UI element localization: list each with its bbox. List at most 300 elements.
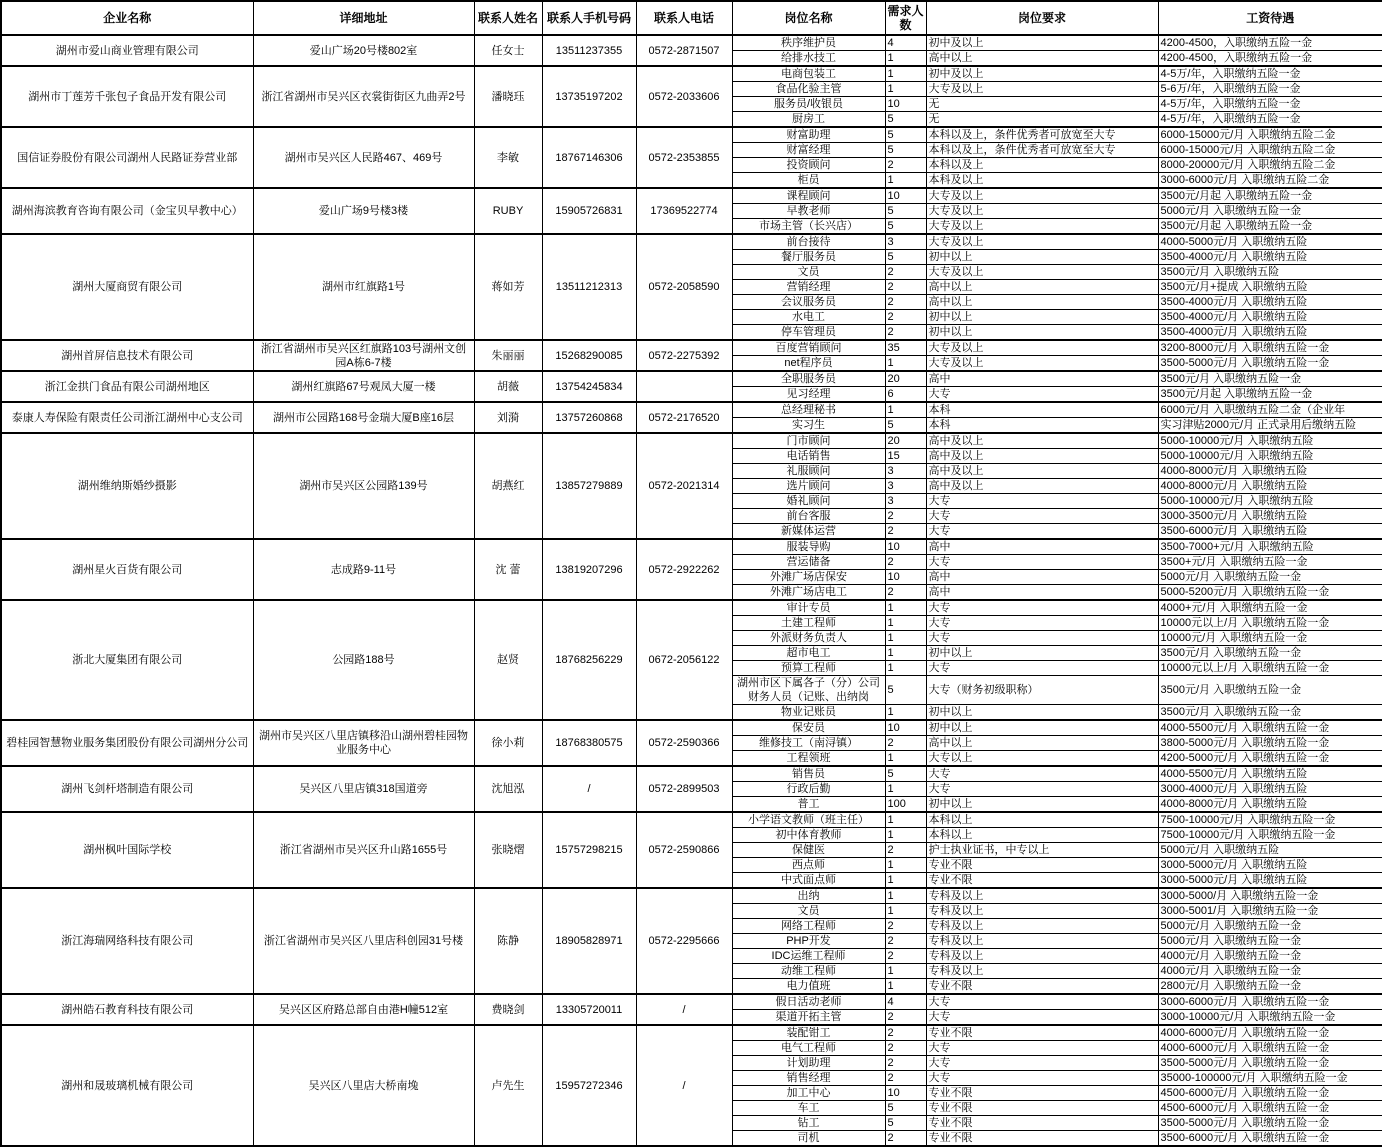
company-name-cell: 湖州大厦商贸有限公司 xyxy=(1,234,253,340)
job-requirement-cell: 初中以上 xyxy=(926,325,1158,341)
job-title-cell: 装配钳工 xyxy=(732,1025,885,1041)
job-salary-cell: 5000元/月 入职缴纳五险一金 xyxy=(1158,919,1382,934)
contact-mobile-cell: 18768380575 xyxy=(542,720,636,766)
job-title-cell: 动维工程师 xyxy=(732,964,885,979)
job-salary-cell: 4000-5000元/月 入职缴纳五险 xyxy=(1158,234,1382,250)
job-count-cell: 1 xyxy=(885,888,926,904)
job-title-cell: 实习生 xyxy=(732,418,885,434)
job-salary-cell: 3500-6000元/月 入职缴纳五险一金 xyxy=(1158,1131,1382,1147)
job-salary-cell: 4000元/月 入职缴纳五险一金 xyxy=(1158,964,1382,979)
job-row xyxy=(1,127,1382,143)
job-salary-cell: 4000+元/月 入职缴纳五险一金 xyxy=(1158,600,1382,616)
company-address-cell: 爱山广场20号楼802室 xyxy=(253,35,474,66)
job-salary-cell: 5000-10000元/月 入职缴纳五险 xyxy=(1158,449,1382,464)
job-salary-cell: 5000-10000元/月 入职缴纳五险 xyxy=(1158,494,1382,509)
company-name-cell: 湖州皓石教育科技有限公司 xyxy=(1,994,253,1025)
company-name-cell: 浙江海瑞网络科技有限公司 xyxy=(1,888,253,994)
job-count-cell: 10 xyxy=(885,720,926,736)
job-count-cell: 3 xyxy=(885,494,926,509)
contact-phone-cell: 0572-2176520 xyxy=(636,402,732,433)
job-salary-cell: 4000-8000元/月 入职缴纳五险 xyxy=(1158,464,1382,479)
job-salary-cell: 3500元/月起 入职缴纳五险一金 xyxy=(1158,219,1382,235)
job-title-cell: 婚礼顾问 xyxy=(732,494,885,509)
job-requirement-cell: 大专 xyxy=(926,616,1158,631)
job-count-cell: 1 xyxy=(885,661,926,676)
job-requirement-cell: 大专 xyxy=(926,766,1158,782)
job-requirement-cell: 大专及以上 xyxy=(926,265,1158,280)
job-salary-cell: 3500-4000元/月 入职缴纳五险 xyxy=(1158,295,1382,310)
column-header-phone: 联系人电话 xyxy=(636,1,732,35)
contact-mobile-cell: 18905828971 xyxy=(542,888,636,994)
contact-name-cell: 费晓剑 xyxy=(474,994,542,1025)
job-count-cell: 10 xyxy=(885,97,926,112)
contact-mobile-cell: 13757260868 xyxy=(542,402,636,433)
job-requirement-cell: 初中以上 xyxy=(926,705,1158,721)
company-name-cell: 湖州枫叶国际学校 xyxy=(1,812,253,888)
contact-name-cell: 陈静 xyxy=(474,888,542,994)
contact-phone-cell: 0572-2590366 xyxy=(636,720,732,766)
job-salary-cell: 3500元/月 入职缴纳五险一金 xyxy=(1158,705,1382,721)
job-count-cell: 5 xyxy=(885,766,926,782)
job-salary-cell: 5000-5200元/月 入职缴纳五险一金 xyxy=(1158,585,1382,601)
job-title-cell: 电话销售 xyxy=(732,449,885,464)
job-row xyxy=(1,720,1382,736)
job-title-cell: net程序员 xyxy=(732,356,885,372)
job-salary-cell: 3500-4000元/月 入职缴纳五险 xyxy=(1158,325,1382,341)
contact-mobile-cell: 15757298215 xyxy=(542,812,636,888)
contact-name-cell: 胡燕红 xyxy=(474,433,542,539)
job-title-cell: 服务员/收银员 xyxy=(732,97,885,112)
job-count-cell: 4 xyxy=(885,35,926,51)
job-row xyxy=(1,35,1382,51)
job-title-cell: 水电工 xyxy=(732,310,885,325)
company-address-cell: 湖州市吴兴区人民路467、469号 xyxy=(253,127,474,188)
job-title-cell: 电商包装工 xyxy=(732,66,885,82)
contact-mobile-cell: 13735197202 xyxy=(542,66,636,127)
job-requirement-cell: 高中以上 xyxy=(926,51,1158,67)
job-salary-cell: 6000-15000元/月 入职缴纳五险二金 xyxy=(1158,127,1382,143)
job-salary-cell: 3000-5001/月 入职缴纳五险一金 xyxy=(1158,904,1382,919)
job-title-cell: 课程顾问 xyxy=(732,188,885,204)
job-requirement-cell: 大专 xyxy=(926,661,1158,676)
job-requirement-cell: 专业不限 xyxy=(926,1116,1158,1131)
column-header-count: 需求人数 xyxy=(885,1,926,35)
job-title-cell: 初中体育教师 xyxy=(732,828,885,843)
job-count-cell: 1 xyxy=(885,828,926,843)
job-requirement-cell: 大专及以上 xyxy=(926,356,1158,372)
contact-mobile-cell: 15268290085 xyxy=(542,340,636,371)
job-count-cell: 1 xyxy=(885,751,926,767)
job-requirement-cell: 高中 xyxy=(926,585,1158,601)
job-salary-cell: 4000-5500元/月 入职缴纳五险一金 xyxy=(1158,720,1382,736)
job-row xyxy=(1,340,1382,356)
job-title-cell: 餐厅服务员 xyxy=(732,250,885,265)
job-title-cell: 见习经理 xyxy=(732,387,885,403)
job-count-cell: 1 xyxy=(885,66,926,82)
job-title-cell: 外滩广场店电工 xyxy=(732,585,885,601)
job-count-cell: 2 xyxy=(885,843,926,858)
job-count-cell: 1 xyxy=(885,979,926,995)
contact-phone-cell: 0672-2056122 xyxy=(636,600,732,720)
job-requirement-cell: 专业不限 xyxy=(926,858,1158,873)
contact-mobile-cell: 13754245834 xyxy=(542,371,636,402)
job-salary-cell: 8000-20000元/月 入职缴纳五险二金 xyxy=(1158,158,1382,173)
company-name-cell: 湖州维纳斯婚纱摄影 xyxy=(1,433,253,539)
job-title-cell: 全职服务员 xyxy=(732,371,885,387)
job-title-cell: 网络工程师 xyxy=(732,919,885,934)
job-salary-cell: 35000-100000元/月 入职缴纳五险一金 xyxy=(1158,1071,1382,1086)
job-count-cell: 2 xyxy=(885,1056,926,1071)
column-header-job: 岗位名称 xyxy=(732,1,885,35)
job-salary-cell: 4500-6000元/月 入职缴纳五险一金 xyxy=(1158,1086,1382,1101)
job-requirement-cell: 大专 xyxy=(926,524,1158,540)
job-requirement-cell: 高中以上 xyxy=(926,295,1158,310)
job-salary-cell: 3500元/月 入职缴纳五险一金 xyxy=(1158,371,1382,387)
job-requirement-cell: 初中及以上 xyxy=(926,66,1158,82)
job-count-cell: 1 xyxy=(885,356,926,372)
job-requirement-cell: 本科及以上 xyxy=(926,173,1158,189)
contact-phone-cell xyxy=(636,371,732,402)
job-requirement-cell: 高中以上 xyxy=(926,736,1158,751)
job-title-cell: 厨房工 xyxy=(732,112,885,128)
job-count-cell: 1 xyxy=(885,173,926,189)
job-salary-cell: 4000-8000元/月 入职缴纳五险 xyxy=(1158,479,1382,494)
job-title-cell: 投资顾问 xyxy=(732,158,885,173)
job-requirement-cell: 高中 xyxy=(926,539,1158,555)
job-title-cell: 超市电工 xyxy=(732,646,885,661)
company-address-cell: 湖州市吴兴区公园路139号 xyxy=(253,433,474,539)
job-salary-cell: 4000-6000元/月 入职缴纳五险一金 xyxy=(1158,1025,1382,1041)
company-name-cell: 湖州首屏信息技术有限公司 xyxy=(1,340,253,371)
job-title-cell: 柜员 xyxy=(732,173,885,189)
job-requirement-cell: 大专 xyxy=(926,1041,1158,1056)
job-title-cell: 保健医 xyxy=(732,843,885,858)
job-count-cell: 2 xyxy=(885,934,926,949)
contact-phone-cell: 0572-2275392 xyxy=(636,340,732,371)
job-title-cell: 文员 xyxy=(732,265,885,280)
job-title-cell: 电气工程师 xyxy=(732,1041,885,1056)
company-name-cell: 泰康人寿保险有限责任公司浙江湖州中心支公司 xyxy=(1,402,253,433)
job-count-cell: 2 xyxy=(885,1041,926,1056)
job-count-cell: 100 xyxy=(885,797,926,813)
job-count-cell: 5 xyxy=(885,676,926,705)
job-requirement-cell: 专科及以上 xyxy=(926,964,1158,979)
job-requirement-cell: 本科以及上，条件优秀者可放宽至大专 xyxy=(926,143,1158,158)
job-title-cell: 假日活动老师 xyxy=(732,994,885,1010)
job-count-cell: 2 xyxy=(885,949,926,964)
job-salary-cell: 3000-3500元/月 入职缴纳五险 xyxy=(1158,509,1382,524)
table-header xyxy=(1,1,1382,35)
company-address-cell: 浙江省湖州市吴兴区红旗路103号湖州文创园A栋6-7楼 xyxy=(253,340,474,371)
job-row xyxy=(1,812,1382,828)
job-requirement-cell: 大专 xyxy=(926,631,1158,646)
company-address-cell: 公园路188号 xyxy=(253,600,474,720)
job-salary-cell: 4500-6000元/月 入职缴纳五险一金 xyxy=(1158,1101,1382,1116)
job-count-cell: 15 xyxy=(885,449,926,464)
job-title-cell: 外滩广场店保安 xyxy=(732,570,885,585)
contact-phone-cell: 0572-2295666 xyxy=(636,888,732,994)
job-salary-cell: 6000-15000元/月 入职缴纳五险二金 xyxy=(1158,143,1382,158)
company-name-cell: 湖州市爱山商业管理有限公司 xyxy=(1,35,253,66)
job-title-cell: 会议服务员 xyxy=(732,295,885,310)
contact-phone-cell: 0572-2353855 xyxy=(636,127,732,188)
job-salary-cell: 实习津贴2000元/月 正式录用后缴纳五险 xyxy=(1158,418,1382,434)
job-salary-cell: 4-5万/年，入职缴纳五险一金 xyxy=(1158,97,1382,112)
job-requirement-cell: 初中以上 xyxy=(926,720,1158,736)
company-name-cell: 国信证券股份有限公司湖州人民路证券营业部 xyxy=(1,127,253,188)
job-row xyxy=(1,600,1382,616)
job-title-cell: 电力值班 xyxy=(732,979,885,995)
job-requirement-cell: 专科及以上 xyxy=(926,904,1158,919)
job-salary-cell: 2800元/月 入职缴纳五险一金 xyxy=(1158,979,1382,995)
job-title-cell: 行政后勤 xyxy=(732,782,885,797)
job-count-cell: 2 xyxy=(885,325,926,341)
job-requirement-cell: 大专 xyxy=(926,509,1158,524)
job-requirement-cell: 无 xyxy=(926,97,1158,112)
job-requirement-cell: 大专及以上 xyxy=(926,219,1158,235)
job-requirement-cell: 本科 xyxy=(926,418,1158,434)
job-salary-cell: 3500-5000元/月 入职缴纳五险一金 xyxy=(1158,1056,1382,1071)
contact-mobile-cell: 13857279889 xyxy=(542,433,636,539)
job-count-cell: 5 xyxy=(885,219,926,235)
job-requirement-cell: 大专 xyxy=(926,600,1158,616)
job-row xyxy=(1,188,1382,204)
contact-mobile-cell: 13511212313 xyxy=(542,234,636,340)
job-requirement-cell: 大专 xyxy=(926,387,1158,403)
job-count-cell: 2 xyxy=(885,555,926,570)
job-requirement-cell: 专业不限 xyxy=(926,1025,1158,1041)
job-title-cell: 早教老师 xyxy=(732,204,885,219)
company-name-cell: 浙江金拱门食品有限公司湖州地区 xyxy=(1,371,253,402)
job-row xyxy=(1,402,1382,418)
job-count-cell: 2 xyxy=(885,158,926,173)
job-count-cell: 2 xyxy=(885,1025,926,1041)
job-requirement-cell: 大专及以上 xyxy=(926,340,1158,356)
job-count-cell: 1 xyxy=(885,858,926,873)
job-count-cell: 1 xyxy=(885,705,926,721)
job-salary-cell: 3500-6000元/月 入职缴纳五险 xyxy=(1158,524,1382,540)
job-requirement-cell: 高中及以上 xyxy=(926,433,1158,449)
company-name-cell: 湖州海滨教育咨询有限公司（金宝贝早教中心） xyxy=(1,188,253,234)
job-row xyxy=(1,539,1382,555)
job-salary-cell: 3000-6000元/月 入职缴纳五险一金 xyxy=(1158,994,1382,1010)
job-title-cell: 维修技工（南浔镇） xyxy=(732,736,885,751)
job-count-cell: 3 xyxy=(885,464,926,479)
job-requirement-cell: 大专（财务初级职称） xyxy=(926,676,1158,705)
job-count-cell: 2 xyxy=(885,280,926,295)
job-title-cell: 小学语文教师（班主任） xyxy=(732,812,885,828)
job-title-cell: 营运储备 xyxy=(732,555,885,570)
job-count-cell: 2 xyxy=(885,524,926,540)
job-title-cell: 市场主管（长兴店） xyxy=(732,219,885,235)
job-count-cell: 10 xyxy=(885,1086,926,1101)
job-count-cell: 2 xyxy=(885,919,926,934)
table-body xyxy=(1,35,1382,1146)
job-count-cell: 35 xyxy=(885,340,926,356)
column-header-requirement: 岗位要求 xyxy=(926,1,1158,35)
job-requirement-cell: 大专 xyxy=(926,782,1158,797)
job-count-cell: 5 xyxy=(885,250,926,265)
job-salary-cell: 4-5万/年，入职缴纳五险一金 xyxy=(1158,112,1382,128)
job-title-cell: 总经理秘书 xyxy=(732,402,885,418)
company-address-cell: 志成路9-11号 xyxy=(253,539,474,600)
job-salary-cell: 4000-8000元/月 入职缴纳五险 xyxy=(1158,797,1382,813)
job-requirement-cell: 高中 xyxy=(926,570,1158,585)
job-requirement-cell: 高中以上 xyxy=(926,280,1158,295)
contact-name-cell: 蒋如芳 xyxy=(474,234,542,340)
job-title-cell: 服装导购 xyxy=(732,539,885,555)
job-title-cell: 预算工程师 xyxy=(732,661,885,676)
job-salary-cell: 3000-10000元/月 入职缴纳五险一金 xyxy=(1158,1010,1382,1026)
job-salary-cell: 3500-5000元/月 入职缴纳五险一金 xyxy=(1158,1116,1382,1131)
column-header-mobile: 联系人手机号码 xyxy=(542,1,636,35)
contact-name-cell: 任女士 xyxy=(474,35,542,66)
contact-phone-cell: 0572-2021314 xyxy=(636,433,732,539)
job-salary-cell: 10000元以上/月 入职缴纳五险一金 xyxy=(1158,616,1382,631)
job-requirement-cell: 大专 xyxy=(926,494,1158,509)
company-address-cell: 吴兴区八里店大桥南堍 xyxy=(253,1025,474,1146)
job-title-cell: 出纳 xyxy=(732,888,885,904)
contact-name-cell: 张晓熠 xyxy=(474,812,542,888)
job-salary-cell: 10000元/月 入职缴纳五险一金 xyxy=(1158,631,1382,646)
job-count-cell: 10 xyxy=(885,570,926,585)
contact-phone-cell: 0572-2922262 xyxy=(636,539,732,600)
job-title-cell: 财富助理 xyxy=(732,127,885,143)
job-requirement-cell: 大专 xyxy=(926,1071,1158,1086)
job-count-cell: 5 xyxy=(885,127,926,143)
job-salary-cell: 3500-4000元/月 入职缴纳五险 xyxy=(1158,310,1382,325)
job-salary-cell: 5000元/月 入职缴纳五险一金 xyxy=(1158,570,1382,585)
job-count-cell: 2 xyxy=(885,736,926,751)
header-row xyxy=(1,1,1382,35)
contact-name-cell: 沈旭泓 xyxy=(474,766,542,812)
job-count-cell: 10 xyxy=(885,188,926,204)
job-requirement-cell: 初中以上 xyxy=(926,250,1158,265)
job-title-cell: 销售经理 xyxy=(732,1071,885,1086)
job-count-cell: 2 xyxy=(885,509,926,524)
job-salary-cell: 3500-4000元/月 入职缴纳五险 xyxy=(1158,250,1382,265)
contact-name-cell: 徐小莉 xyxy=(474,720,542,766)
job-requirement-cell: 高中及以上 xyxy=(926,464,1158,479)
job-title-cell: 营销经理 xyxy=(732,280,885,295)
job-count-cell: 3 xyxy=(885,234,926,250)
contact-name-cell: 胡薇 xyxy=(474,371,542,402)
job-title-cell: 土建工程师 xyxy=(732,616,885,631)
contact-phone-cell: 0572-2590866 xyxy=(636,812,732,888)
job-requirement-cell: 大专及以上 xyxy=(926,234,1158,250)
job-title-cell: 计划助理 xyxy=(732,1056,885,1071)
job-row xyxy=(1,1025,1382,1041)
job-count-cell: 2 xyxy=(885,295,926,310)
job-salary-cell: 10000元以上/月 入职缴纳五险一金 xyxy=(1158,661,1382,676)
job-title-cell: 钻工 xyxy=(732,1116,885,1131)
job-title-cell: 财富经理 xyxy=(732,143,885,158)
job-requirement-cell: 大专 xyxy=(926,1010,1158,1026)
contact-name-cell: RUBY xyxy=(474,188,542,234)
job-count-cell: 2 xyxy=(885,310,926,325)
contact-name-cell: 李敏 xyxy=(474,127,542,188)
job-salary-cell: 5000元/月 入职缴纳五险一金 xyxy=(1158,934,1382,949)
job-requirement-cell: 高中及以上 xyxy=(926,479,1158,494)
job-count-cell: 1 xyxy=(885,782,926,797)
job-salary-cell: 3000-6000元/月 入职缴纳五险二金 xyxy=(1158,173,1382,189)
job-title-cell: PHP开发 xyxy=(732,934,885,949)
job-requirement-cell: 大专及以上 xyxy=(926,82,1158,97)
contact-phone-cell: / xyxy=(636,994,732,1025)
job-count-cell: 2 xyxy=(885,1131,926,1147)
column-header-company: 企业名称 xyxy=(1,1,253,35)
job-row xyxy=(1,371,1382,387)
job-row xyxy=(1,766,1382,782)
job-requirement-cell: 大专 xyxy=(926,555,1158,570)
company-address-cell: 吴兴区区府路总部自由港H幢512室 xyxy=(253,994,474,1025)
job-requirement-cell: 专业不限 xyxy=(926,1131,1158,1147)
job-count-cell: 1 xyxy=(885,812,926,828)
job-salary-cell: 3500-5000元/月 入职缴纳五险一金 xyxy=(1158,356,1382,372)
job-requirement-cell: 高中 xyxy=(926,371,1158,387)
company-address-cell: 浙江省湖州市吴兴区升山路1655号 xyxy=(253,812,474,888)
job-salary-cell: 3500元/月起 入职缴纳五险一金 xyxy=(1158,188,1382,204)
job-count-cell: 5 xyxy=(885,204,926,219)
contact-name-cell: 沈 蕾 xyxy=(474,539,542,600)
job-requirement-cell: 大专 xyxy=(926,1056,1158,1071)
job-title-cell: 中式面点师 xyxy=(732,873,885,889)
job-salary-cell: 4-5万/年，入职缴纳五险一金 xyxy=(1158,66,1382,82)
contact-phone-cell: 0572-2871507 xyxy=(636,35,732,66)
job-requirement-cell: 专业不限 xyxy=(926,1086,1158,1101)
job-row xyxy=(1,994,1382,1010)
job-requirement-cell: 专科及以上 xyxy=(926,888,1158,904)
job-count-cell: 5 xyxy=(885,143,926,158)
job-salary-cell: 3000-4000元/月 入职缴纳五险 xyxy=(1158,782,1382,797)
job-title-cell: 审计专员 xyxy=(732,600,885,616)
company-name-cell: 湖州飞剑杆塔制造有限公司 xyxy=(1,766,253,812)
job-salary-cell: 3200-8000元/月 入职缴纳五险一金 xyxy=(1158,340,1382,356)
job-salary-cell: 7500-10000元/月 入职缴纳五险一金 xyxy=(1158,828,1382,843)
job-title-cell: 给排水技工 xyxy=(732,51,885,67)
job-row xyxy=(1,234,1382,250)
job-title-cell: 湖州市区下属各子（分）公司财务人员（记账、出纳岗 xyxy=(732,676,885,705)
job-count-cell: 20 xyxy=(885,371,926,387)
job-title-cell: 前台接待 xyxy=(732,234,885,250)
company-name-cell: 碧桂园智慧物业服务集团股份有限公司湖州分公司 xyxy=(1,720,253,766)
job-count-cell: 4 xyxy=(885,994,926,1010)
company-address-cell: 爱山广场9号楼3楼 xyxy=(253,188,474,234)
job-title-cell: 百度营销顾问 xyxy=(732,340,885,356)
job-count-cell: 6 xyxy=(885,387,926,403)
column-header-address: 详细地址 xyxy=(253,1,474,35)
contact-mobile-cell: 13511237355 xyxy=(542,35,636,66)
contact-phone-cell: 0572-2033606 xyxy=(636,66,732,127)
job-title-cell: 门市顾问 xyxy=(732,433,885,449)
job-title-cell: 停车管理员 xyxy=(732,325,885,341)
job-requirement-cell: 大专以上 xyxy=(926,751,1158,767)
job-salary-cell: 6000元/月 入职缴纳五险二金（企业年 xyxy=(1158,402,1382,418)
job-salary-cell: 3000-5000元/月 入职缴纳五险 xyxy=(1158,873,1382,889)
contact-name-cell: 潘晓珏 xyxy=(474,66,542,127)
job-title-cell: 销售员 xyxy=(732,766,885,782)
company-address-cell: 浙江省湖州市吴兴区八里店科创园31号楼 xyxy=(253,888,474,994)
job-salary-cell: 4000-5500元/月 入职缴纳五险 xyxy=(1158,766,1382,782)
job-count-cell: 20 xyxy=(885,433,926,449)
job-salary-cell: 4000-6000元/月 入职缴纳五险一金 xyxy=(1158,1041,1382,1056)
contact-name-cell: 刘漪 xyxy=(474,402,542,433)
job-requirement-cell: 无 xyxy=(926,112,1158,128)
job-count-cell: 2 xyxy=(885,1071,926,1086)
job-count-cell: 1 xyxy=(885,873,926,889)
company-address-cell: 湖州市公园路168号金瑞大厦B座16层 xyxy=(253,402,474,433)
job-title-cell: IDC运维工程师 xyxy=(732,949,885,964)
